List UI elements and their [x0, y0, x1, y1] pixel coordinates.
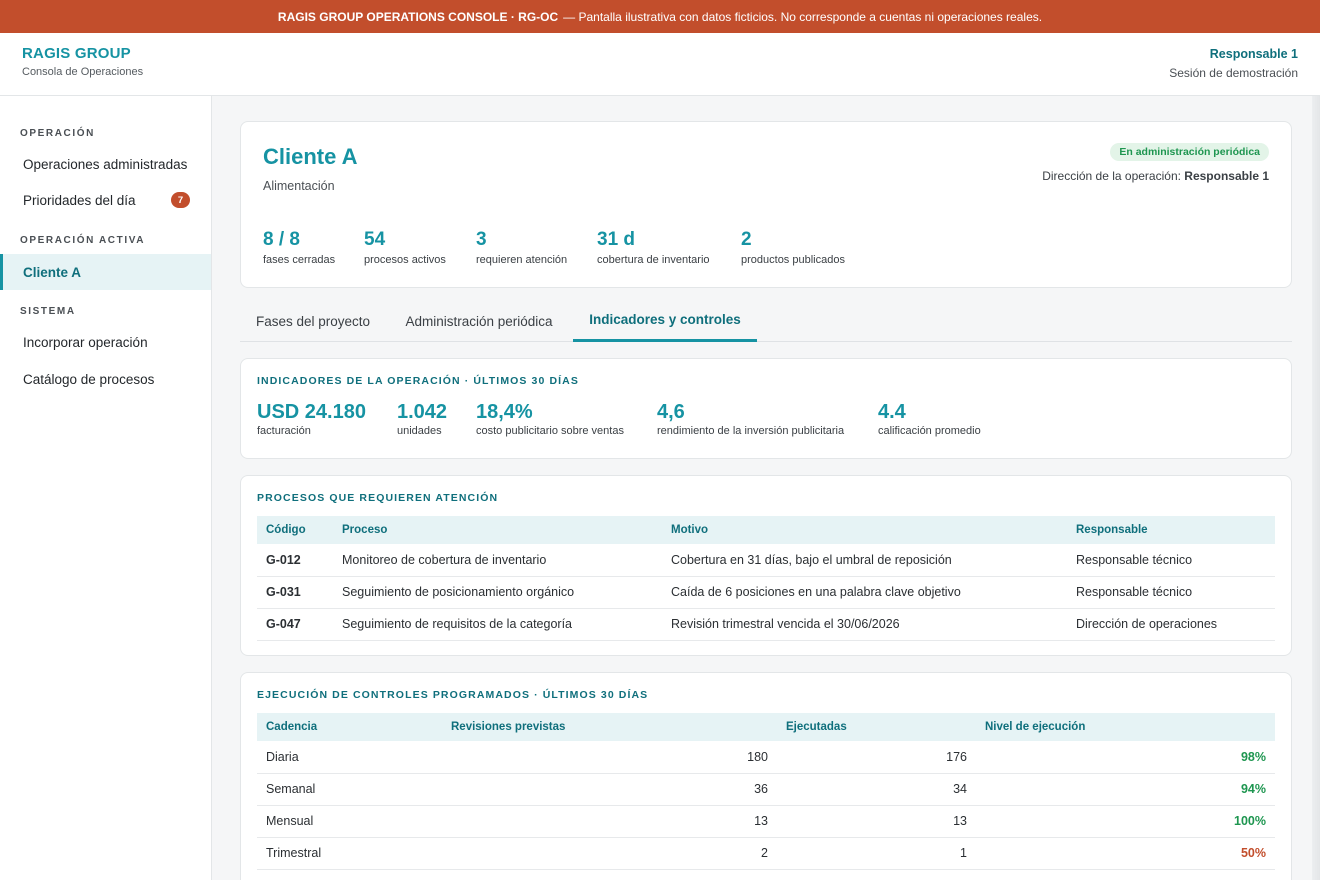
process-owner: Responsable técnico [1067, 576, 1275, 608]
cadence: Semanal [257, 773, 442, 805]
indicator-label: calificación promedio [878, 425, 981, 437]
table-row [257, 773, 1275, 805]
executed-reviews: 13 [777, 805, 976, 837]
column-header: Revisiones previstas [451, 721, 566, 733]
kpi-value: 2 [741, 229, 752, 250]
kpi-label: productos publicados [741, 254, 845, 266]
sidebar-item-label: Catálogo de procesos [23, 371, 155, 387]
attention-card [240, 475, 1292, 656]
execution-level: 100% [976, 805, 1275, 837]
process-code: G-031 [257, 576, 333, 608]
indicator-facturacion [257, 401, 366, 437]
kpi-cobertura [597, 229, 710, 266]
kpi-value: 31 d [597, 229, 636, 250]
controls-title: EJECUCIÓN DE CONTROLES PROGRAMADOS · ÚLTIMOS 30 DÍAS [257, 689, 649, 701]
indicator-label: facturación [257, 425, 311, 437]
tab-indicadores-controles[interactable]: Indicadores y controles [573, 300, 757, 342]
planned-reviews: 13 [442, 805, 777, 837]
kpi-label: procesos activos [364, 254, 446, 266]
executed-reviews: 176 [777, 741, 976, 773]
process-name: Seguimiento de requisitos de la categoría [333, 608, 662, 640]
sidebar-item-label: Prioridades del día [23, 192, 136, 208]
process-code: G-012 [257, 544, 333, 576]
executed-reviews: 34 [777, 773, 976, 805]
tab-fases-proyecto[interactable]: Fases del proyecto [255, 313, 371, 329]
process-name: Seguimiento de posicionamiento orgánico [333, 576, 662, 608]
table-row[interactable] [257, 576, 1275, 608]
direction-value: Responsable 1 [1184, 169, 1269, 183]
main-content [212, 96, 1312, 880]
kpi-value: 54 [364, 229, 386, 250]
indicator-label: costo publicitario sobre ventas [476, 425, 624, 437]
sidebar-section-sistema: SISTEMA [20, 306, 76, 317]
attention-title: PROCESOS QUE REQUIEREN ATENCIÓN [257, 492, 499, 504]
client-name: Cliente A [263, 144, 358, 169]
indicator-rendimiento [657, 401, 844, 437]
sidebar [0, 96, 212, 880]
process-name: Monitoreo de cobertura de inventario [333, 544, 662, 576]
process-reason: Revisión trimestral vencida el 30/06/2026 [662, 608, 1067, 640]
table-row [257, 805, 1275, 837]
sidebar-item-prioridades[interactable] [0, 182, 211, 218]
sidebar-item-incorporar-operacion[interactable] [0, 324, 211, 360]
kpi-label: cobertura de inventario [597, 254, 710, 266]
process-reason: Caída de 6 posiciones en una palabra clave objetivo [662, 576, 1067, 608]
demo-banner [0, 0, 1320, 33]
cadence: Trimestral [257, 837, 442, 869]
brand-name: RAGIS GROUP [22, 45, 131, 62]
direction-label: Dirección de la operación: [1042, 169, 1181, 183]
indicator-label: rendimiento de la inversión publicitaria [657, 425, 845, 437]
brand[interactable] [22, 45, 143, 78]
tab-administracion-periodica[interactable]: Administración periódica [405, 313, 553, 329]
process-code: G-047 [257, 608, 333, 640]
column-header: Nivel de ejecución [985, 721, 1086, 733]
table-row [257, 741, 1275, 773]
scrollbar-track[interactable] [1312, 96, 1320, 880]
kpi-value: 3 [476, 229, 487, 250]
execution-level: 98% [976, 741, 1275, 773]
column-header: Responsable [1076, 524, 1148, 536]
indicator-calificacion [878, 401, 981, 437]
operation-direction [1042, 169, 1269, 183]
table-header-row [257, 516, 1275, 544]
attention-table [257, 516, 1275, 641]
planned-reviews: 36 [442, 773, 777, 805]
column-header: Proceso [342, 524, 388, 536]
sidebar-item-catalogo-procesos[interactable] [0, 361, 211, 397]
indicators-card [240, 358, 1292, 459]
planned-reviews: 2 [442, 837, 777, 869]
indicator-value: 18,4% [476, 401, 533, 423]
kpi-label: requieren atención [476, 254, 568, 266]
indicator-value: 4.4 [878, 401, 906, 423]
indicator-costo-publicitario [476, 401, 624, 437]
kpi-fases [263, 229, 335, 266]
client-card [240, 121, 1292, 288]
top-bar [0, 33, 1320, 96]
sidebar-item-operaciones-administradas[interactable] [0, 146, 211, 182]
sidebar-item-cliente-a[interactable] [0, 254, 211, 290]
table-row[interactable] [257, 608, 1275, 640]
client-category: Alimentación [263, 179, 335, 193]
cadence: Diaria [257, 741, 442, 773]
table-row[interactable] [257, 544, 1275, 576]
process-owner: Responsable técnico [1067, 544, 1275, 576]
kpi-procesos [364, 229, 446, 266]
sidebar-section-operacion-activa: OPERACIÓN ACTIVA [20, 235, 146, 246]
kpi-atencion [476, 229, 567, 266]
banner-message: — Pantalla ilustrativa con datos ficticios. No corresponde a cuentas ni operaciones reales. [563, 9, 1043, 24]
indicator-value: 4,6 [657, 401, 685, 423]
process-owner: Dirección de operaciones [1067, 608, 1275, 640]
sidebar-item-label: Incorporar operación [23, 334, 148, 350]
indicators-title: INDICADORES DE LA OPERACIÓN · ÚLTIMOS 30 DÍAS [257, 375, 579, 387]
column-header: Motivo [671, 524, 709, 536]
indicator-label: unidades [397, 425, 442, 437]
kpi-label: fases cerradas [263, 254, 336, 266]
sidebar-item-label: Operaciones administradas [23, 156, 188, 172]
indicator-value: 1.042 [397, 401, 448, 423]
sidebar-section-operacion: OPERACIÓN [20, 128, 95, 139]
column-header: Código [266, 524, 306, 536]
execution-level: 94% [976, 773, 1275, 805]
banner-title: RAGIS GROUP OPERATIONS CONSOLE · RG-OC [277, 9, 559, 24]
sidebar-item-label: Cliente A [23, 264, 82, 280]
user-name: Responsable 1 [1209, 47, 1298, 61]
user-menu[interactable] [1169, 47, 1298, 80]
column-header: Ejecutadas [786, 721, 847, 733]
kpi-productos [741, 229, 845, 266]
process-reason: Cobertura en 31 días, bajo el umbral de reposición [662, 544, 1067, 576]
user-session: Sesión de demostración [1169, 66, 1298, 80]
status-badge: En administración periódica [1110, 143, 1269, 161]
indicator-unidades [397, 401, 447, 437]
table-row [257, 837, 1275, 869]
column-header: Cadencia [266, 721, 318, 733]
executed-reviews: 1 [777, 837, 976, 869]
controls-card [240, 672, 1292, 880]
execution-level: 50% [976, 837, 1275, 869]
kpi-value: 8 / 8 [263, 229, 300, 250]
indicator-value: USD 24.180 [257, 401, 366, 423]
controls-table [257, 713, 1275, 870]
planned-reviews: 180 [442, 741, 777, 773]
brand-subtitle: Consola de Operaciones [22, 66, 144, 78]
tab-bar [240, 300, 1292, 342]
priorities-count-badge: 7 [171, 192, 190, 208]
cadence: Mensual [257, 805, 442, 837]
table-header-row [257, 713, 1275, 741]
